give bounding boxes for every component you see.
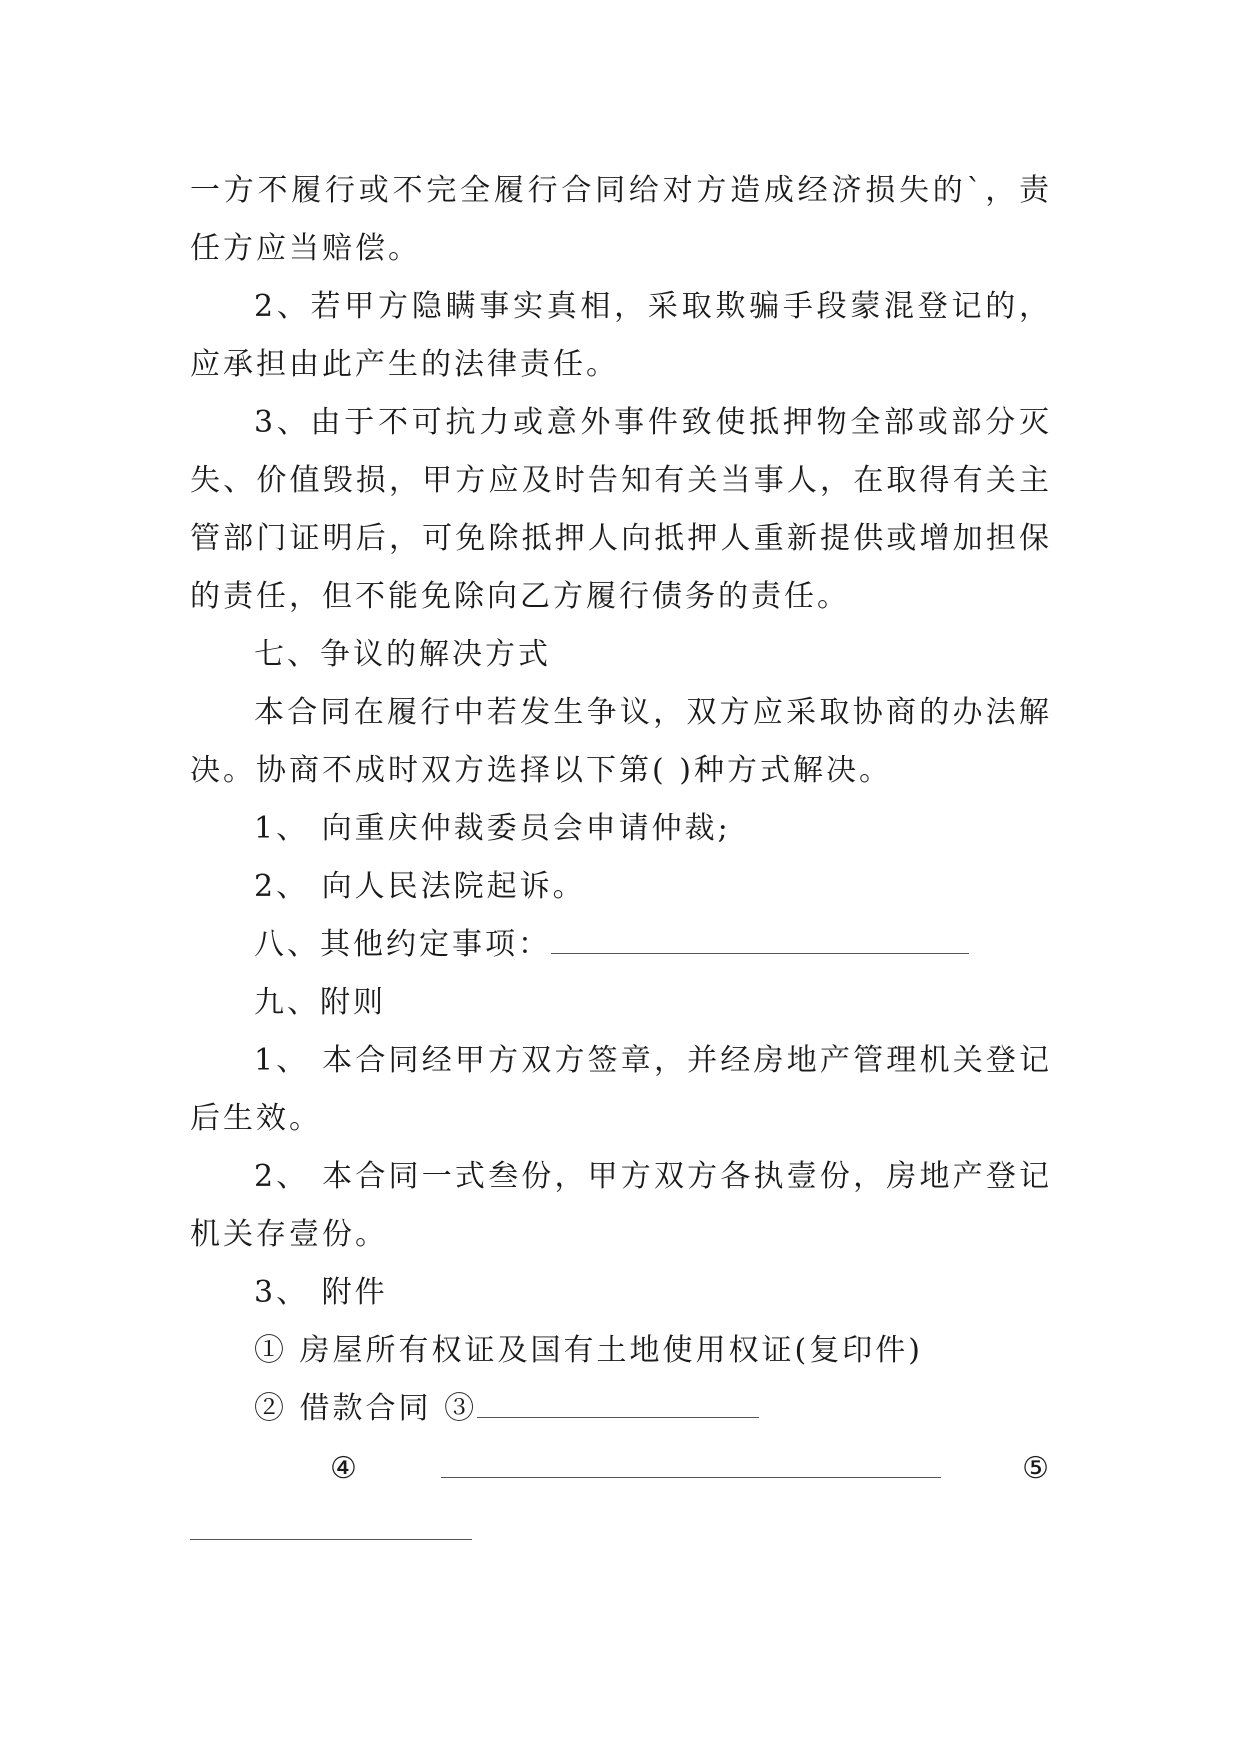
document-body: [190, 162, 1052, 1556]
attachment-5-blank-line: [190, 1498, 1052, 1556]
section-7-body: 本合同在履行中若发生争议，双方应采取协商的办法解决。协商不成时双方选择以下第( )种方式解决。: [190, 695, 1052, 788]
attachment-4-5-line: [190, 1440, 1052, 1498]
paragraph-force-majeure: 3、由于不可抗力或意外事件致使抵押物全部或部分灭失、价值毁损，甲方应及时告知有关当事人，在取得有关主管部门证明后，可免除抵押人向抵押人重新提供或增加担保的责任，但不能免除向乙方履行债务的责任。: [190, 405, 1052, 614]
fill-in-blank-other-matters: [551, 952, 969, 954]
section-9-heading: 九、附则: [254, 985, 386, 1020]
fill-in-blank-attachment-5: [190, 1538, 472, 1540]
section-8-line: [190, 916, 1052, 974]
fill-in-blank-attachment-4: [441, 1476, 941, 1478]
paragraph-liability: 一方不履行或不完全履行合同给对方造成经济损失的`，责任方应当赔偿。: [190, 173, 1052, 266]
section-9-item-3: 3、 附件: [254, 1275, 388, 1310]
section-7-heading: 七、争议的解决方式: [254, 637, 551, 672]
attachment-1: ① 房屋所有权证及国有土地使用权证(复印件): [254, 1333, 923, 1368]
fill-in-blank-attachment-3: [477, 1416, 759, 1418]
section-9-item-2: 2、 本合同一式叁份，甲方双方各执壹份，房地产登记机关存壹份。: [190, 1159, 1052, 1252]
section-8-heading: 八、其他约定事项：: [254, 927, 551, 962]
section-7-option-2: 2、 向人民法院起诉。: [254, 869, 586, 904]
attachment-5-label: ⑤: [1022, 1451, 1052, 1486]
attachment-2-label: ② 借款合同 ③: [254, 1391, 478, 1426]
section-9-item-1: 1、 本合同经甲方双方签章，并经房地产管理机关登记后生效。: [190, 1043, 1052, 1136]
attachment-4-label: ④: [330, 1451, 360, 1486]
paragraph-concealment: 2、若甲方隐瞒事实真相，采取欺骗手段蒙混登记的，应承担由此产生的法律责任。: [190, 289, 1052, 382]
attachment-2-line: [190, 1380, 1052, 1438]
section-7-option-1: 1、 向重庆仲裁委员会申请仲裁;: [254, 811, 731, 846]
